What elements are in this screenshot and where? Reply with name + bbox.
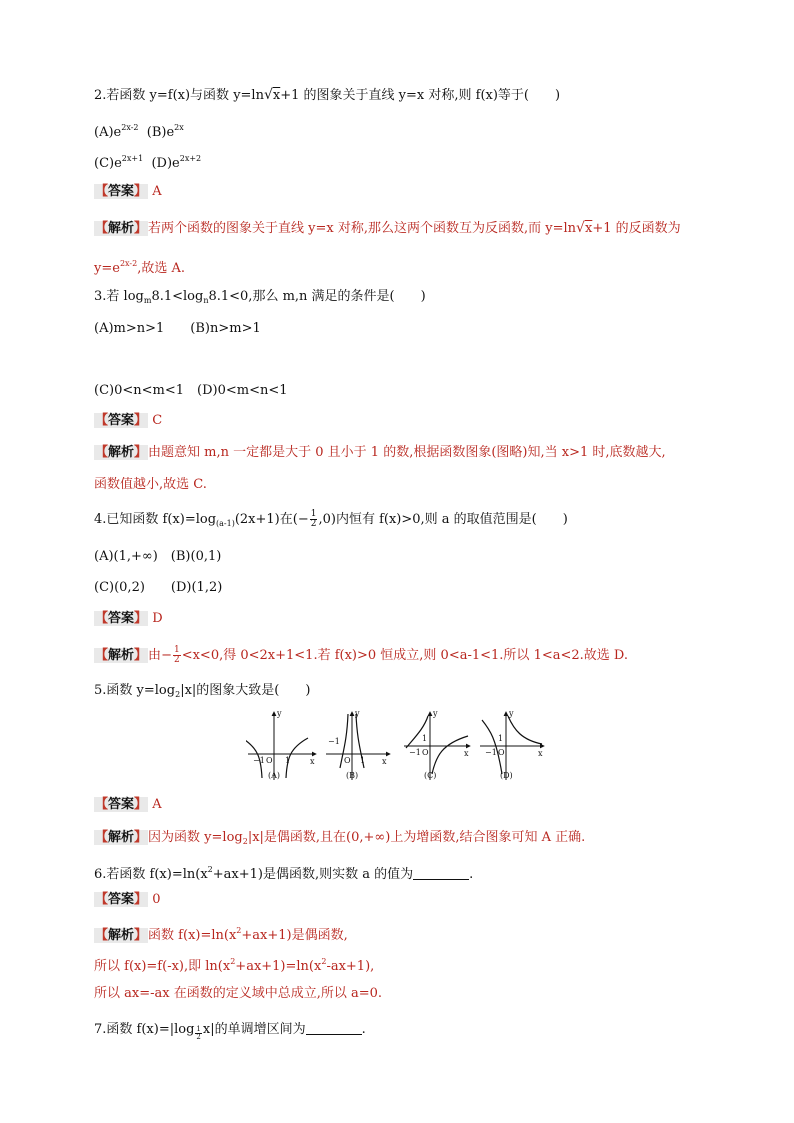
q7-stem: 7.函数 f(x)=|log $\frac{1}{2}$ x|的单调增区间为 .	[94, 1022, 366, 1041]
svg-text:−1: −1	[485, 748, 497, 757]
analysis-label: 【解析】	[95, 221, 148, 236]
q6-analysis-line1: 【解析】函数 $f(x)=\ln(x^2+ax+1)$是偶函数,	[95, 926, 348, 943]
svg-text:(A): (A)	[268, 771, 281, 780]
graph-a	[246, 709, 316, 780]
fraction-subscript: $\frac{1}{2}$	[196, 1025, 201, 1041]
svg-text:O: O	[498, 748, 505, 757]
svg-text:1: 1	[360, 756, 366, 765]
svg-text:1: 1	[422, 734, 428, 743]
q2-analysis-line1: 【解析】若两个函数的图象关于直线 y=x 对称,那么这两个函数互为反函数,而 y=ln√x+1 的反函数为	[95, 220, 681, 236]
q6-stem: 6.若函数 $f(x)=\ln(x^2+ax+1)$是偶函数,则实数 a 的值为 .	[94, 865, 474, 882]
q3-stem: 3.若 $\log_m8.1<\log_n8.1<0$,那么 m,n 满足的条件是( )	[94, 289, 426, 305]
q5-answer	[94, 796, 162, 814]
analysis-label: 【解析】	[95, 445, 148, 460]
svg-text:−1: −1	[328, 737, 340, 746]
analysis-label: 【解析】	[95, 928, 148, 943]
q2-options-row2: $(C)e^{2x+1}$ $(D)e^{2x+2}$	[94, 154, 202, 171]
q5-graph-options-figure	[246, 708, 546, 786]
svg-text:1: 1	[498, 734, 504, 743]
graph-b	[326, 709, 390, 780]
q6-answer	[94, 891, 160, 909]
svg-text:(D): (D)	[500, 771, 513, 780]
svg-text:x: x	[310, 757, 315, 766]
answer-label: 【答案】	[95, 611, 148, 626]
svg-text:(B): (B)	[346, 771, 359, 780]
analysis-label: 【解析】	[95, 648, 148, 663]
q5-analysis: 【解析】因为函数 $y=\log_2|x|$是偶函数,且在(0,+∞)上为增函数,结合图象可知 A 正确.	[95, 830, 586, 846]
q4-answer	[94, 610, 163, 628]
svg-text:y: y	[509, 709, 514, 718]
q4-stem: 4.已知函数 $f(x)=\log_{(a-1)}(2x+1)$在(− $\frac{1}{2}$ ,0)内恒有 f(x)>0,则 a 的取值范围是( )	[94, 509, 568, 529]
answer-blank[interactable]	[413, 867, 469, 880]
fraction: $\frac{1}{2}$	[310, 509, 317, 529]
svg-text:y: y	[433, 709, 438, 718]
answer-label: 【答案】	[95, 797, 148, 812]
svg-text:1: 1	[285, 756, 291, 765]
q3-answer	[94, 412, 162, 430]
answer-blank[interactable]	[306, 1022, 362, 1035]
q2-stem: 2.若函数 y=f(x)与函数 y=ln√x+1 的图象关于直线 y=x 对称,则 f(x)等于( )	[94, 87, 561, 103]
answer-value: 0	[152, 892, 161, 907]
fraction: $\frac{1}{2}$	[173, 645, 180, 665]
q2-answer	[94, 183, 162, 201]
q6-analysis-line3: 所以 ax=-ax 在函数的定义域中总成立,所以 a=0.	[94, 986, 383, 1001]
svg-text:y: y	[277, 709, 282, 718]
q4-options-row1: (A)(1,+∞) (B)(0,1)	[94, 549, 222, 564]
q4-options-row2: (C)(0,2) (D)(1,2)	[94, 580, 223, 595]
answer-value: C	[152, 413, 163, 428]
svg-text:O: O	[266, 756, 273, 765]
analysis-label: 【解析】	[95, 830, 148, 845]
q2-analysis-line2: $y=e^{2x-2}$,故选 A.	[94, 259, 185, 276]
svg-text:y: y	[355, 709, 360, 718]
svg-text:x: x	[382, 757, 387, 766]
svg-text:O: O	[422, 748, 429, 757]
q2-options-row1: $(A)e^{2x-2}$ $(B)e^{2x}$	[94, 123, 184, 140]
answer-label: 【答案】	[95, 184, 148, 199]
graph-d	[480, 709, 544, 780]
q5-stem: 5.函数 $y=\log_2|x|$的图象大致是( )	[94, 683, 311, 699]
graph-c	[404, 709, 470, 780]
answer-label: 【答案】	[95, 413, 148, 428]
svg-text:(C): (C)	[424, 771, 437, 780]
answer-value: A	[152, 797, 162, 812]
q6-analysis-line2: 所以 f(x)=f(-x),即 $\ln(x^2+ax+1)=\ln(x^2-ax+1)$,	[94, 957, 375, 974]
q4-analysis: 【解析】由− $\frac{1}{2}$ <x<0,得 0<2x+1<1.若 f(x)>0 恒成立,则 0<a-1<1.所以 1<a<2.故选 D.	[95, 645, 629, 665]
answer-value: A	[152, 184, 162, 199]
svg-text:x: x	[538, 749, 543, 758]
svg-text:−1: −1	[409, 748, 421, 757]
svg-text:−1: −1	[253, 756, 265, 765]
answer-label: 【答案】	[95, 892, 148, 907]
svg-text:O: O	[344, 756, 351, 765]
q3-analysis-line2: 函数值越小,故选 C.	[94, 477, 207, 492]
answer-value: D	[152, 611, 163, 626]
q3-options-row1: (A)m>n>1 (B)n>m>1	[94, 321, 261, 336]
svg-text:x: x	[464, 749, 469, 758]
q3-analysis-line1: 【解析】由题意知 m,n 一定都是大于 0 且小于 1 的数,根据函数图象(图略)知,当 x>1 时,底数越大,	[95, 445, 666, 460]
q3-options-row2: (C)0<n<m<1 (D)0<m<n<1	[94, 383, 288, 398]
